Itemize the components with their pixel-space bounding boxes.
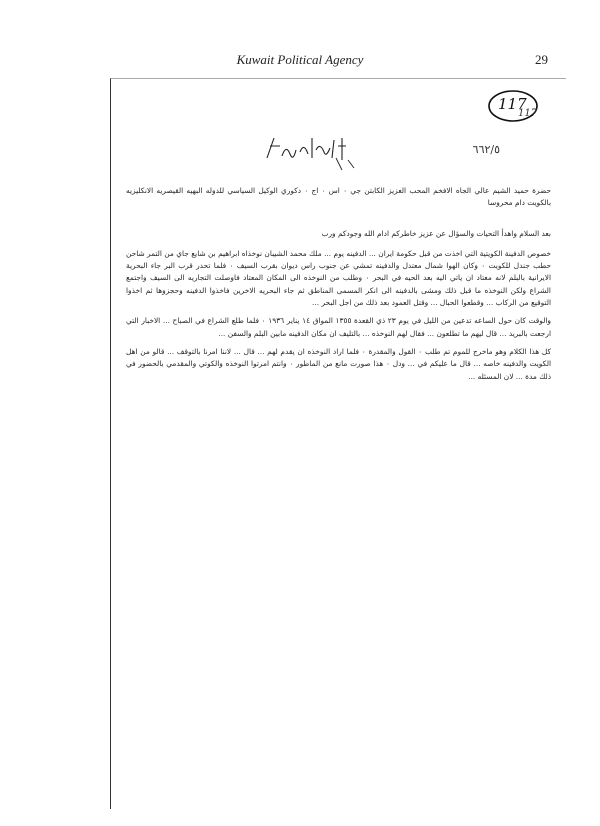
letter-paragraph-3: كل هذا الكلام وهو ماخرج للموم تم طلب ٠ القول والمقدرة ٠ فلما اراد النوخذه ان يقدم لهم ... قال ... لاننا امرنا بالتوقف ... قالو من اهل الكويت والدفينه خاصه ... قال ما عليكم في ... ودل ٠ هذا صورت مانع من الماطور ٠ وانتم امرتوا النوخذه والكوتي والمقدمي بالحضور في ذلك مدة ... لان المسئله ...: [126, 346, 552, 381]
letter-address: حضرة حميد الشيم عالي الجاه الافخم المحب العزيز الكابتن جي ٠ اس ٠ اج ٠ دكوري الوكيل السياسي للدوله البهيه القيصريه الانكليزيه بالكويت دام محروسا: [126, 186, 552, 208]
page-header: [0, 52, 600, 72]
letter-body: [126, 185, 551, 389]
folio-number: 117: [498, 95, 527, 113]
letter-paragraph-2: والوقت كان حول الساعه تدعين من الليل في يوم ٢٣ ذي القعدة ١٣٥٥ المواق ١٤ يناير ١٩٣٦ ٠ فلما طلع الشراع في الصباح ... الاخبار التي ارجعت بالبريد ... قال ليهم ما تطلعون ... فقال لهم النوخذه ... بالتليف ان مكان الدفينه مابين البلم والسفن ...: [126, 316, 551, 338]
folio-sub-number: 117: [518, 108, 538, 119]
page-number: 29: [535, 52, 548, 67]
reference-number: ٦٦٢/٥: [472, 143, 500, 156]
letter-paragraph-1: خصوص الدفينة الكويتية التي اخذت من قبل حكومة ايران ... الدفينه يوم ... ملك محمد الشيبان نوخذاه ابراهيم بن شايع جاي من التمر شاحن حطب جندل للكويت ٠ وكان الهوا شمال معتدل والدفينه تمشي عن جنوب راس ديوان بقرب السيف ٠ فلما تحدر قرب البر جاء البحرية الايرانية بالبلم لانه معتاد ان ياتي اليه بعد الحيه في البحر ٠ وطلب من النوخذه الى المكان المعتاد فاوصلت التجاريه الى السيف واجتمع الشراع ولكن النوخذه ما قبل ذلك ومشى بالدفينه الى انكر المسمى المناطق ثم جاء البحريه الاخرين فاخذوا الدفينه وحجزوها ثم اخذوا التوقيع من الركاب ... وقطعوا الحبال ... وقتل العمود بعد ذلك من اجل البحر ...: [126, 248, 551, 308]
handwriting-icon: [262, 128, 382, 173]
header-title: Kuwait Political Agency: [236, 52, 364, 67]
letter-greeting: بعد السلام واهدأ التحيات والسؤال عن عزيز خاطركم ادام الله وجودكم ورب: [321, 228, 551, 238]
handwritten-annotation: [262, 128, 382, 173]
